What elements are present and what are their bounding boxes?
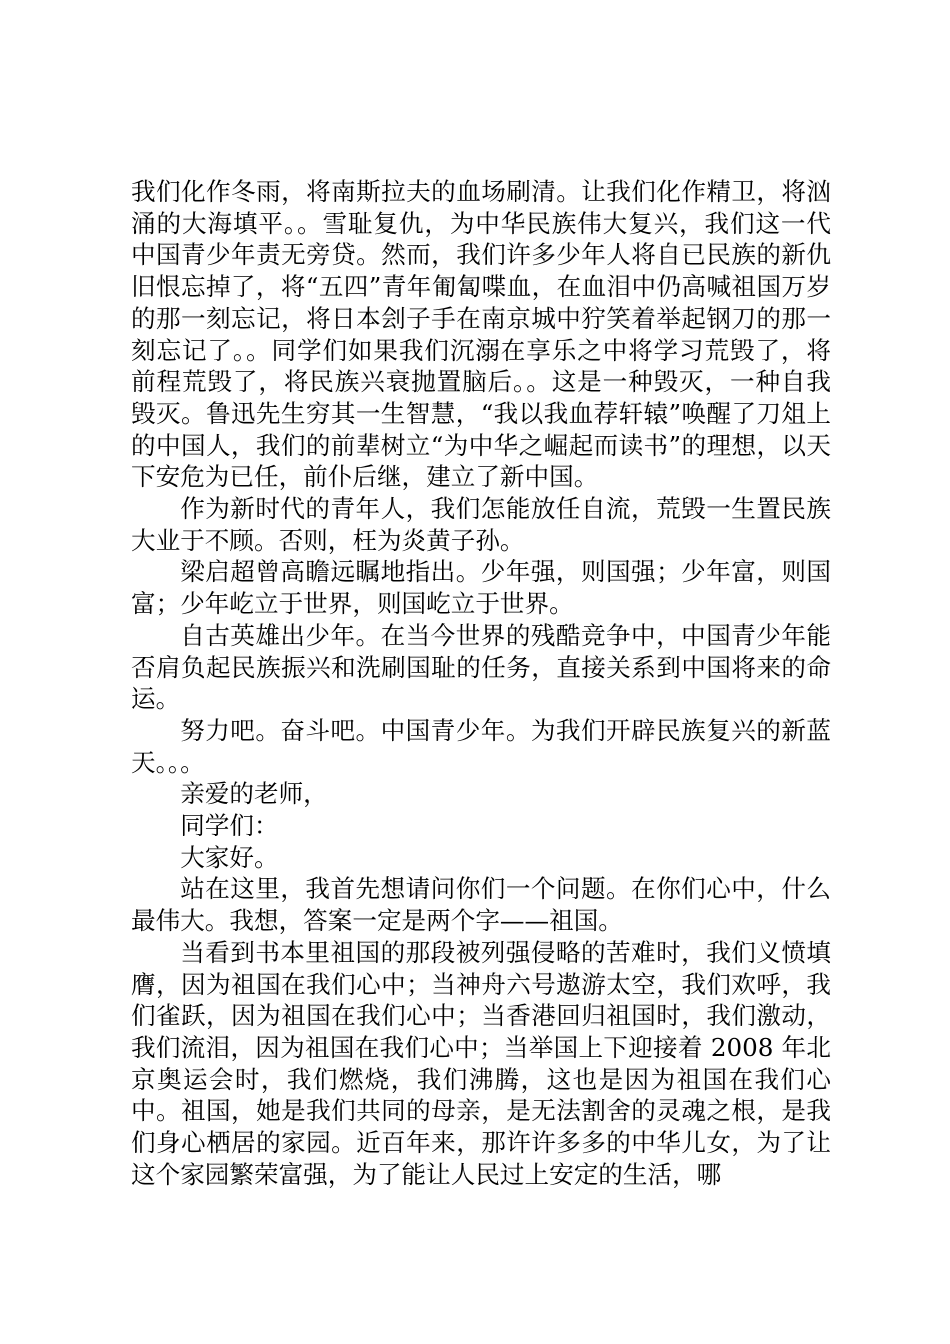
paragraph: 努力吧。奋斗吧。中国青少年。为我们开辟民族复兴的新蓝天。。。 (131, 715, 831, 777)
salutation-line: 同学们： (180, 811, 279, 841)
paragraph: 站在这里，我首先想请问你们一个问题。在你们心中，什么最伟大。我想，答案一定是两个字——祖国。 (131, 874, 831, 936)
salutation-line: 亲爱的老师， (180, 779, 328, 809)
document-body (131, 176, 831, 1191)
paragraph: 作为新时代的青年人，我们怎能放任自流，荒毁一生置民族大业于不顾。否则，枉为炎黄子孙。 (131, 494, 831, 555)
paragraph: 当看到书本里祖国的那段被列强侵略的苦难时，我们义愤填膺，因为祖国在我们心中；当神舟六号遨游太空，我们欢呼，我们雀跃，因为祖国在我们心中；当香港回归祖国时，我们激动，我们流泪，因为祖国在我们心中；当举国上下迎接着 2008 年北京奥运会时，我们燃烧，我们沸腾，这也是因为祖国在我们心中。祖国，她是我们共同的母亲，是无法割舍的灵魂之根，是我们身心栖居的家园。近百年来，那许许多多的中华儿女，为了让这个家园繁荣富强，为了能让人民过上安定的生活，哪 (131, 937, 831, 1189)
paragraph: 梁启超曾高瞻远瞩地指出。少年强，则国强；少年富，则国富；少年屹立于世界，则国屹立于世界。 (131, 557, 831, 619)
greeting-line: 大家好。 (180, 842, 279, 872)
paragraph: 自古英雄出少年。在当今世界的残酷竞争中，中国青少年能否肩负起民族振兴和洗刷国耻的任务，直接关系到中国将来的命运。 (131, 620, 831, 714)
paragraph-continuation: 我们化作冬雨，将南斯拉夫的血场刷清。让我们化作精卫，将汹涌的大海填平。。雪耻复仇，为中华民族伟大复兴，我们这一代中国青少年责无旁贷。然而，我们许多少年人将自已民族的新仇旧恨忘掉了，将“五四”青年匍匐喋血，在血泪中仍高喊祖国万岁的那一刻忘记，将日本刽子手在南京城中狞笑着举起钢刀的那一刻忘记了。。同学们如果我们沉溺在享乐之中将学习荒毁了，将前程荒毁了，将民族兴衰抛置脑后。。这是一种毁灭，一种自我毁灭。鲁迅先生穷其一生智慧，“我以我血荐轩辕”唤醒了刀俎上的中国人，我们的前辈树立“为中华之崛起而读书”的理想，以天下安危为已任，前仆后继，建立了新中国。 (131, 177, 831, 492)
